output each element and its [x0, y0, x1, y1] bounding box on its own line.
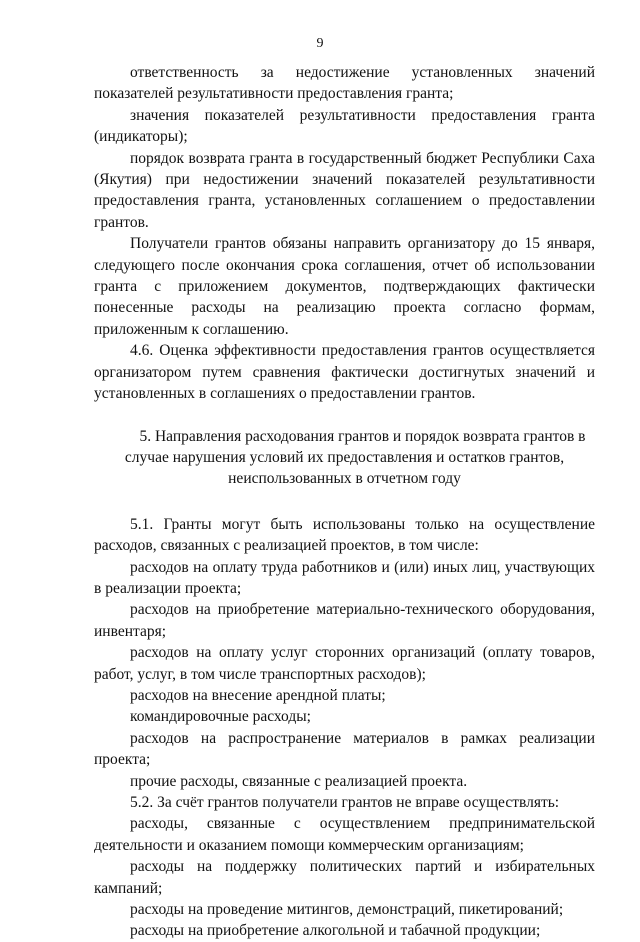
section-5-heading: 5. Направления расходования грантов и порядок возврата грантов в случае нарушения условий их предоставления и остатков грантов, неиспользованных в отчетном году	[124, 427, 586, 488]
list-item-alcohol-tobacco: расходы на приобретение алкогольной и табачной продукции;	[130, 922, 541, 940]
page-number: 9	[316, 36, 324, 51]
list-item-rallies: расходы на проведение митингов, демонстраций, пикетирований;	[130, 901, 564, 919]
paragraph-refund-procedure: порядок возврата гранта в государственный бюджет Республики Саха (Якутия) при недостижении значений показателей результативности предоставления гранта, установленных соглашением о предоставлении грантов.	[94, 149, 595, 231]
list-item-labor-costs: расходов на оплату труда работников и (или) иных лиц, участвующих в реализации проекта;	[94, 558, 595, 597]
paragraph-report-obligation: Получатели грантов обязаны направить организатору до 15 января, следующего после окончания срока соглашения, отчет об использовании гранта с приложением документов, подтверждающих фактически понесенные расходы на реализацию проекта согласно формам, приложенным к соглашению.	[94, 235, 595, 338]
paragraph-responsibility: ответственность за недостижение установленных значений показателей результативности предоставления гранта;	[94, 64, 595, 103]
paragraph-5-1: 5.1. Гранты могут быть использованы только на осуществление расходов, связанных с реализацией проектов, в том числе:	[94, 515, 595, 555]
paragraph-5-2: 5.2. За счёт грантов получатели грантов не вправе осуществлять:	[130, 794, 560, 811]
document-body	[94, 62, 595, 942]
list-item-political-support: расходы на поддержку политических партий и избирательных кампаний;	[94, 858, 595, 897]
list-item-other-costs: прочие расходы, связанные с реализацией проекта.	[130, 772, 468, 790]
list-item-travel: командировочные расходы;	[130, 708, 311, 726]
list-item-business-activity: расходы, связанные с осуществлением предпринимательской деятельности и оказанием помощи коммерческим организациям;	[94, 815, 595, 854]
paragraph-indicators: значения показателей результативности предоставления гранта (индикаторы);	[94, 106, 595, 146]
paragraph-4-6: 4.6. Оценка эффективности предоставления грантов осуществляется организатором путем сравнения фактически достигнутых значений и установленных в соглашениях о предоставлении грантов.	[94, 342, 595, 403]
list-item-materials-distribution: расходов на распространение материалов в рамках реализации проекта;	[94, 729, 595, 769]
list-item-rent: расходов на внесение арендной платы;	[130, 686, 386, 704]
list-item-equipment-costs: расходов на приобретение материально-технического оборудования, инвентаря;	[94, 601, 595, 640]
list-item-third-party-services: расходов на оплату услуг сторонних организаций (оплату товаров, работ, услуг, в том числе транспортных расходов);	[94, 644, 595, 683]
